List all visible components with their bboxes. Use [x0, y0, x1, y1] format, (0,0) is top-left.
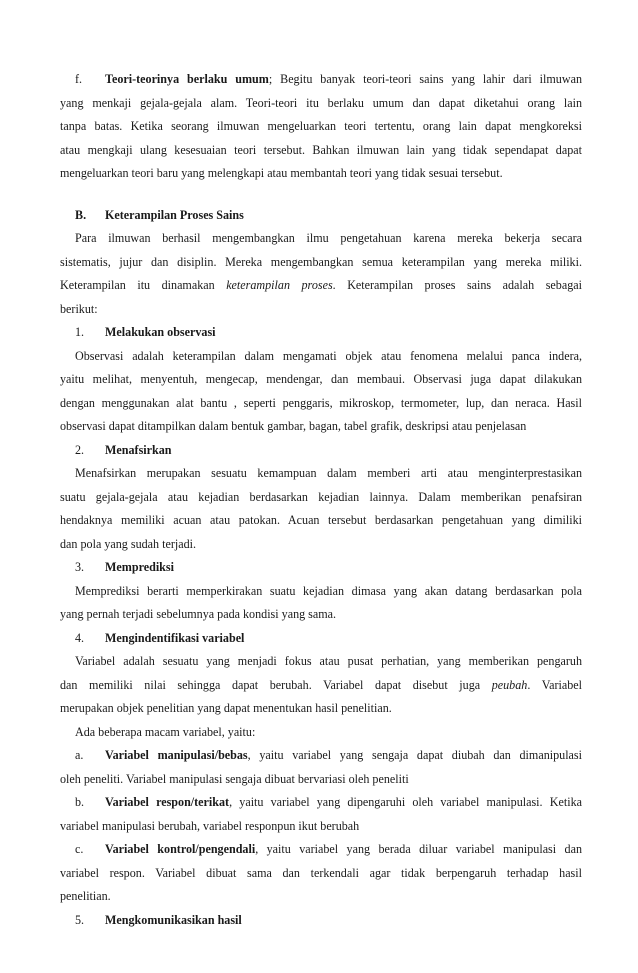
subsection-2-marker: 2. [75, 442, 85, 457]
variable-c-line-2: variabel respon. Variabel dibuat sama dan terkendali agar tidak berpengaruh terhadap hasil [60, 865, 582, 880]
subsection-2-line-4: dan pola yang sudah terjadi. [60, 536, 197, 551]
subsection-1-marker: 1. [75, 325, 85, 339]
subsection-4-line-4: Ada beberapa macam variabel, yaitu: [75, 724, 256, 739]
variable-b-line-1 [60, 791, 582, 815]
variable-b-marker: b. [75, 795, 85, 809]
subsection-1-line-4: observasi dapat ditampilkan dalam bentuk gambar, bagan, tabel grafik, deskripsi atau penjelasan [60, 419, 527, 433]
subsection-3-heading [60, 556, 582, 580]
subsection-1-title: Melakukan observasi [105, 325, 216, 339]
subsection-1-line-1: Observasi adalah keterampilan dalam mengamati objek atau fenomena melalui panca indera, [75, 348, 582, 363]
subsection-4-line-1: Variabel adalah sesuatu yang menjadi fokus atau pusat perhatian, yang memberikan pengaruh [75, 654, 582, 668]
spacer [60, 186, 582, 204]
subsection-1-line-3: dengan menggunakan alat bantu , seperti penggaris, mikroskop, termometer, lup, dan neraca. Hasil [60, 395, 582, 410]
item-f-line-2: yang menkaji gejala-gejala alam. Teori-teori itu berlaku umum dan dapat diketahui orang lain [60, 95, 582, 110]
subsection-1-heading [60, 321, 582, 345]
subsection-5-heading [60, 909, 582, 933]
item-f-line-3: tanpa batas. Ketika seorang ilmuwan mengeluarkan teori tertentu, orang lain dapat mengkoreksi [60, 119, 582, 133]
section-b-title: Keterampilan Proses Sains [105, 207, 244, 222]
subsection-5-marker: 5. [75, 912, 85, 927]
variable-a-title: Variabel manipulasi/bebas [105, 748, 248, 762]
subsection-1-line-2: yaitu melihat, menyentuh, mengecap, mendengar, dan membaui. Observasi juga dapat dilakukan [60, 372, 582, 386]
variable-a-line-1-rest: , yaitu variabel yang sengaja dapat diubah dan dimanipulasi [247, 748, 582, 762]
subsection-4-line-3: merupakan objek penelitian yang dapat menentukan hasil penelitian. [60, 701, 392, 715]
subsection-3-line-2: yang pernah terjadi sebelumnya pada kondisi yang sama. [60, 607, 337, 621]
section-b-intro-1: Para ilmuwan berhasil mengembangkan ilmu pengetahuan karena mereka bekerja secara [75, 231, 582, 245]
subsection-4-line-2-em: peubah [491, 677, 528, 692]
subsection-4-line-2 [60, 674, 582, 698]
section-b-intro-2: sistematis, jujur dan disiplin. Mereka mengembangkan semua keterampilan yang mereka miliki. [60, 254, 582, 269]
variable-a-line-2: oleh peneliti. Variabel manipulasi sengaja dibuat bervariasi oleh peneliti [60, 771, 409, 786]
variable-c-line-1-rest: , yaitu variabel yang berada diluar variabel manipulasi dan [255, 842, 582, 856]
variable-a-line-1 [60, 744, 582, 768]
section-b-marker: B. [75, 207, 87, 222]
subsection-4-title: Mengindentifikasi variabel [105, 630, 245, 645]
section-b-intro-3-em: keterampilan proses [226, 278, 333, 292]
item-f-line-4: atau mengkaji ulang kesesuaian teori tersebut. Bahkan ilmuwan lain yang tidak sependapat dapat [60, 142, 582, 157]
subsection-2-heading [60, 439, 582, 463]
subsection-3-marker: 3. [75, 560, 85, 574]
item-f-heading: Teori-teorinya berlaku umum [105, 72, 269, 86]
section-b-intro-4: berikut: [60, 301, 98, 316]
item-f-line-5: mengeluarkan teori baru yang melengkapi atau membantah teori yang tidak sesuai tersebut. [60, 166, 503, 180]
variable-c-line-3: penelitian. [60, 889, 111, 903]
section-b-intro-3-post: . Keterampilan proses sains adalah sebagai [332, 278, 582, 292]
subsection-3-line-1: Memprediksi berarti memperkirakan suatu kejadian dimasa yang akan datang berdasarkan pola [75, 583, 582, 598]
subsection-4-line-2-pre: dan memiliki nilai sehingga dapat berubah. Variabel dapat disebut juga [60, 677, 492, 692]
subsection-5-title: Mengkomunikasikan hasil [105, 912, 242, 927]
subsection-3-title: Memprediksi [105, 560, 174, 574]
item-f-line-1-rest: ; Begitu banyak teori-teori sains yang lahir dari ilmuwan [268, 72, 582, 86]
subsection-2-title: Menafsirkan [105, 442, 172, 457]
subsection-4-heading [60, 627, 582, 651]
variable-c-title: Variabel kontrol/pengendali [105, 842, 256, 856]
variable-b-line-1-rest: , yaitu variabel yang dipengaruhi oleh variabel manipulasi. Ketika [229, 795, 582, 809]
variable-a-marker: a. [75, 748, 84, 762]
section-b-intro-3-pre: Keterampilan itu dinamakan [60, 278, 227, 292]
section-b-heading [60, 204, 582, 228]
subsection-2-line-3: hendaknya memiliki acuan atau patokan. Acuan tersebut berdasarkan pengetahuan yang dimiliki [60, 513, 582, 527]
item-f-marker: f. [75, 72, 83, 86]
subsection-2-line-1: Menafsirkan merupakan sesuatu kemampuan dalam memberi arti atau menginterprestasikan [75, 466, 582, 480]
item-f-line-1 [60, 68, 582, 92]
variable-c-line-1 [60, 838, 582, 862]
subsection-2-line-2: suatu gejala-gejala atau kejadian berdasarkan kejadian lainnya. Dalam memberikan penafsiran [60, 489, 582, 504]
variable-c-marker: c. [75, 842, 84, 856]
variable-b-line-2: variabel manipulasi berubah, variabel responpun ikut berubah [60, 818, 360, 833]
subsection-4-line-2-post: . Variabel [527, 677, 582, 692]
subsection-4-marker: 4. [75, 630, 85, 645]
variable-b-title: Variabel respon/terikat [105, 795, 230, 809]
section-b-intro-3 [60, 274, 582, 298]
